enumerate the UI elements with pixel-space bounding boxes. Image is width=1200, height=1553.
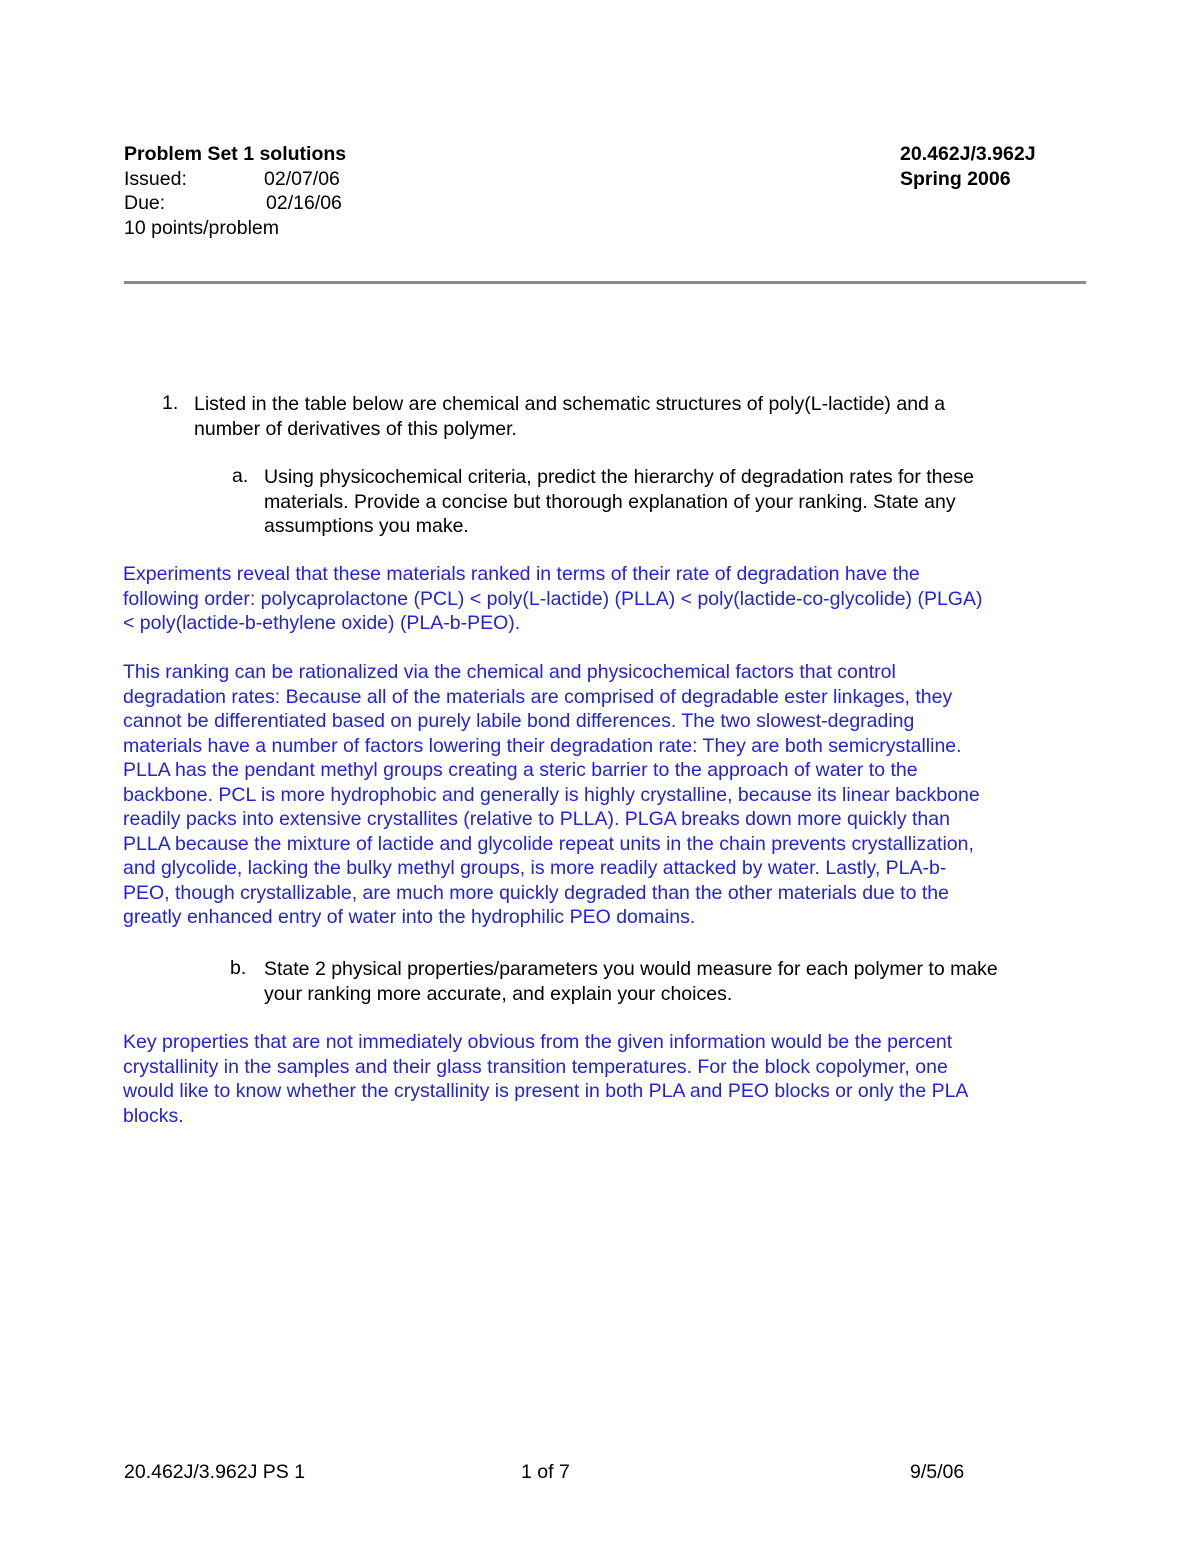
due-label: Due: xyxy=(124,192,166,214)
footer-course: 20.462J/3.962J PS 1 xyxy=(124,1461,306,1483)
issued-label: Issued: xyxy=(124,168,187,190)
answer-line: PLLA because the mixture of lactide and glycolide repeat units in the chain prevents crystallization, xyxy=(123,832,974,855)
part-b-text xyxy=(264,957,998,1006)
answer-line: cannot be differentiated based on purely labile bond differences. The two slowest-degrading xyxy=(123,710,915,732)
issued-date: 02/07/06 xyxy=(264,168,340,190)
answer-line: PEO, though crystallizable, are much more quickly degraded than the other materials due to the xyxy=(123,881,949,904)
answer-line: blocks. xyxy=(123,1104,184,1127)
answer-line: crystallinity in the samples and their glass transition temperatures. For the block copolymer, one xyxy=(123,1055,948,1078)
answer-line: materials have a number of factors lowering their degradation rate: They are both semicrystalline. xyxy=(123,734,962,757)
points-per-problem: 10 points/problem xyxy=(124,217,280,239)
footer-date: 9/5/06 xyxy=(910,1461,965,1483)
part-a-line: Using physicochemical criteria, predict the hierarchy of degradation rates for these xyxy=(264,466,974,488)
question-line: Listed in the table below are chemical and schematic structures of poly(L-lactide) and a xyxy=(194,393,946,415)
answer-line: Experiments reveal that these materials ranked in terms of their rate of degradation have the xyxy=(123,563,920,585)
due-date: 02/16/06 xyxy=(266,192,342,214)
course-number: 20.462J/3.962J xyxy=(900,143,1036,165)
part-a-line: assumptions you make. xyxy=(264,515,469,537)
answer-line: and glycolide, lacking the bulky methyl groups, is more readily attacked by water. Lastly, PLA-b- xyxy=(123,857,947,879)
document-title: Problem Set 1 solutions xyxy=(124,143,347,165)
part-a-text xyxy=(264,465,974,539)
answer-a-paragraph-1 xyxy=(123,562,982,636)
question-number: 1. xyxy=(162,392,179,414)
part-a-line: materials. Provide a concise but thorough explanation of your ranking. State any xyxy=(264,490,956,513)
answer-line: readily packs into extensive crystallites (relative to PLLA). PLGA breaks down more quickly than xyxy=(123,808,950,830)
answer-line: Key properties that are not immediately obvious from the given information would be the percent xyxy=(123,1031,953,1053)
answer-line: following order: polycaprolactone (PCL) < poly(L-lactide) (PLLA) < poly(lactide-co-glycolide) (PLGA) xyxy=(123,587,983,610)
answer-a-paragraph-2 xyxy=(123,660,980,930)
answer-line: PLLA has the pendant methyl groups creating a steric barrier to the approach of water to the xyxy=(123,759,918,781)
answer-line: < poly(lactide-b-ethylene oxide) (PLA-b-PEO). xyxy=(123,612,521,634)
part-b-letter: b. xyxy=(230,957,247,979)
answer-line: degradation rates: Because all of the materials are comprised of degradable ester linkages, they xyxy=(123,685,953,708)
answer-b-paragraph xyxy=(123,1030,968,1128)
term: Spring 2006 xyxy=(900,168,1011,190)
question-line: number of derivatives of this polymer. xyxy=(194,417,517,440)
answer-line: backbone. PCL is more hydrophobic and generally is highly crystalline, because its linear backbone xyxy=(123,783,980,806)
page-number: 1 of 7 xyxy=(521,1461,570,1483)
part-b-line: State 2 physical properties/parameters you would measure for each polymer to make xyxy=(264,958,998,980)
question-text xyxy=(194,392,945,441)
part-b-line: your ranking more accurate, and explain your choices. xyxy=(264,982,733,1005)
part-a-letter: a. xyxy=(232,465,249,487)
answer-line: greatly enhanced entry of water into the hydrophilic PEO domains. xyxy=(123,906,696,928)
answer-line: would like to know whether the crystallinity is present in both PLA and PEO blocks or only the PLA xyxy=(123,1080,969,1102)
answer-line: This ranking can be rationalized via the chemical and physicochemical factors that control xyxy=(123,661,896,683)
header-divider xyxy=(124,281,1086,284)
